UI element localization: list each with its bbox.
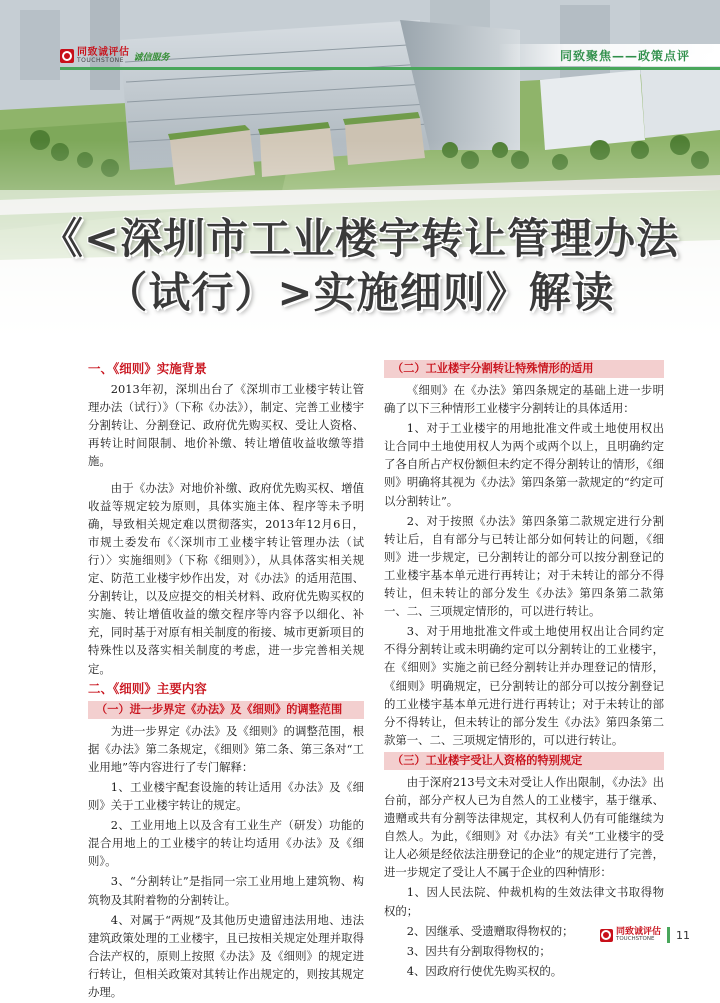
- paragraph: 4、对属于“两规”及其他历史遗留违法用地、违法建筑政策处理的工业楼宇，且已按相关规定处理并取得合法产权的，原则上按照《办法》及《细则》的规定进行转让，但相关政策对其转让作出规定的，则按其规定办理。: [88, 912, 364, 999]
- list-item: 4、因政府行使优先购买权的。: [406, 963, 563, 978]
- paragraph: 1、对于工业楼宇的用地批准文件或土地使用权出让合同中土地使用权人为两个或两个以上，且明确约定了各自所占产权份额但未约定不得分割转让的情形，《细则》明确将其视为《办法》第四条第一款规定的“约定可以分割转让”。: [384, 421, 664, 508]
- page-number: 11: [676, 928, 690, 942]
- section-heading-content: 二、《细则》主要内容: [88, 680, 207, 696]
- footer-logo-name: 同致诚评估: [615, 926, 661, 937]
- page-footer: [600, 927, 690, 943]
- touchstone-logo-icon: [600, 929, 613, 942]
- header-logo: [60, 48, 170, 64]
- left-column: [88, 360, 364, 1003]
- paragraph: 2、工业用地上以及含有工业生产（研发）功能的混合用地上的工业楼宇的转让均适用《办法》及《细则》。: [88, 818, 364, 869]
- article-title-line-2: （试行）>实施细则》解读: [105, 268, 615, 317]
- footer-divider: [667, 927, 670, 943]
- right-column: [384, 360, 664, 982]
- subsection-heading: （二）工业楼宇分割转让特殊情形的适用: [384, 360, 664, 378]
- paragraph: 2013年初，深圳出台了《深圳市工业楼宇转让管理办法（试行）》（下称《办法》），制定、完善工业楼宇分割转让、分割登记、政府优先购买权、受让人资格、再转让时间限制、地价补缴、转让增值收益收缴等措施。: [88, 382, 364, 469]
- subsection-heading: （一）进一步界定《办法》及《细则》的调整范围: [88, 701, 364, 719]
- logo-name: 同致诚评估: [77, 47, 130, 58]
- header-divider: [60, 67, 720, 70]
- section-tag: [498, 44, 720, 66]
- list-item: 2、因继承、受遗赠取得物权的；: [406, 923, 574, 938]
- logo-en: TOUCHSTONE: [77, 57, 124, 64]
- article-title-line-1: 《<深圳市工业楼宇转让管理办法: [40, 214, 680, 263]
- paragraph: 1、工业楼宇配套设施的转让适用《办法》及《细则》关于工业楼宇转让的规定。: [88, 779, 364, 813]
- logo-slogan: 诚信服务: [133, 52, 170, 63]
- touchstone-logo-icon: [60, 49, 74, 63]
- paragraph: 为进一步界定《办法》及《细则》的调整范围，根据《办法》第二条规定，《细则》第二条、第三条对“工业用地”等内容进行了专门解释：: [88, 723, 364, 774]
- list-item: 3、因共有分割取得物权的；: [406, 943, 551, 958]
- paragraph: 3、对于用地批准文件或土地使用权出让合同约定不得分割转让或未明确约定可以分割转让的工业楼宇，在《细则》实施之前已经分割转让并办理登记的情形，《细则》明确规定，已分割转让的部分可以按分割登记的工业楼宇基本单元进行进行再转让；对于未转让的部分不得转让，但未转让的部分发生《办法》第四条第二款第一、二、三项规定情形的，可以进行转让。: [384, 624, 664, 747]
- paragraph: 3、“分割转让”是指同一宗工业用地上建筑物、构筑物及其附着物的分割转让。: [88, 874, 364, 907]
- section-label: 同致聚焦——政策点评: [559, 48, 690, 63]
- paragraph: 2、对于按照《办法》第四条第二款规定进行分割转让后，自有部分与已转让部分如何转让的问题，《细则》进一步规定，已分割转让的部分可以按分割登记的工业楼宇基本单元进行再转让；对于未转让的部分不得转让，但未转让的部分发生《办法》第四条第二款第一、二、三项规定情形的，可以进行转让。: [384, 513, 664, 619]
- header-banner: [0, 0, 720, 342]
- subsection-heading: （三）工业楼宇受让人资格的特别规定: [384, 752, 664, 770]
- paragraph: 由于深府213号文未对受让人作出限制，《办法》出台前，部分产权人已为自然人的工业楼宇，基于继承、遗赠或共有分割等法律规定，其权利人仍有可能继续为自然人。为此，《细则》对《办法》有关“工业楼宇的受让人必须是经依法注册登记的企业”的规定进行了完善，进一步规定了受让人不属于企业的四种情形：: [384, 774, 664, 880]
- paragraph: 由于《办法》对地价补缴、政府优先购买权、增值收益等规定较为原则，具体实施主体、程序等未予明确，导致相关规定难以贯彻落实，2013年12月6日，市规土委发布《〈深圳市工业楼宇转让管理办法（试行）〉实施细则》（下称《细则》），从具体落实相关规定、防范工业楼宇炒作出发，对《办法》的适用范围、分割转让，以及应提交的相关材料、政府优先购买权的实施、转让增值收益的缴交程序等内容予以细化、补充，同时基于对原有相关制度的衔接、城市更新项目的特殊性以及落实相关制度的考虑，进一步完善相关规定。: [88, 480, 364, 676]
- section-heading-background: 一、《细则》实施背景: [88, 361, 207, 376]
- paragraph: 《细则》在《办法》第四条规定的基础上进一步明确了以下三种情形工业楼宇分割转让的具体适用：: [384, 383, 664, 416]
- list-item: 1、因人民法院、仲裁机构的生效法律文书取得物权的；: [384, 885, 664, 918]
- footer-logo-en: TOUCHSTONE: [615, 935, 655, 942]
